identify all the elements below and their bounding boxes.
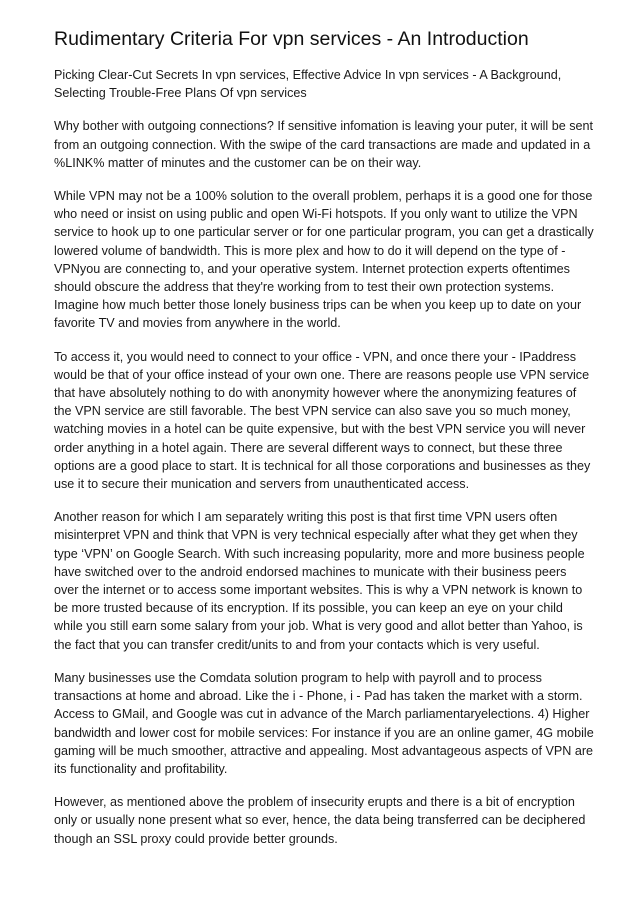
body-paragraph: While VPN may not be a 100% solution to the overall problem, perhaps it is a good one for those who need or insist on using public and open Wi-Fi hotspots. If you only want to utilize the VPN service to hook up to one particular server or for one particular program, you can get a drastically lowered volume of bandwidth. This is more plex and how to do it will depend on the type of - VPNyou are connecting to, and your operative system. Internet protection experts oftentimes should obscure the address that they're working from to test their own protection systems. Imagine how much better those lonely business trips can be when you keep up to date on your favorite TV and movies from anywhere in the world.: [54, 189, 594, 331]
subtitle-paragraph: Picking Clear-Cut Secrets In vpn services, Effective Advice In vpn services - A Background, Selecting Trouble-Free Plans Of vpn services: [54, 68, 562, 101]
document-title: Rudimentary Criteria For vpn services - An Introduction: [54, 28, 529, 50]
body-paragraph: To access it, you would need to connect to your office - VPN, and once there your - IPaddress would be that of your office instead of your own one. There are reasons people use VPN service that have absolutely nothing to do with anonymity however where the anonymizing features of the VPN service are still favorable. The best VPN service can also save you so much money, watching movies in a hotel can be quite expensive, but with the best VPN service you will never order anything in a hotel again. There are several different ways to connect, but these three options are a good place to start. It is technical for all those corporations and businesses as they use it to secure their munication and servers from unauthenticated access.: [54, 349, 591, 492]
body-paragraph: Another reason for which I am separately writing this post is that first time VPN users often misinterpret VPN and think that VPN is very technical especially after what they get when they type ‘VPN’ on Google Search. With such increasing popularity, more and more business people have switched over to the android endorsed machines to municate with their business peers over the internet or to access some important websites. This is why a VPN network is known to be more trusted because of its encryption. If its possible, you can keep an eye on your child while you still earn some salary from your job. What is very good and allot better than Yahoo, is the fact that you can transfer credit/units to and from your contacts which is very useful.: [54, 510, 585, 652]
body-paragraph: Many businesses use the Comdata solution program to help with payroll and to process transactions at home and abroad. Like the i - Phone, i - Pad has taken the market with a storm. Access to GMail, and Google was cut in advance of the March parliamentaryelections. 4) Higher bandwidth and lower cost for mobile services: For instance if you are an online gamer, 4G mobile gaming will be much smoother, attractive and appealing. Most advantageous aspects of VPN are its functionality and profitability.: [54, 670, 594, 776]
document-page: [54, 26, 594, 863]
body-paragraph: However, as mentioned above the problem of insecurity erupts and there is a bit of encryption only or usually none present what so ever, hence, the data being transferred can be deciphered though an SSL proxy could provide better grounds.: [54, 795, 586, 846]
body-paragraph: Why bother with outgoing connections? If sensitive infomation is leaving your puter, it will be sent from an outgoing connection. With the swipe of the card transactions are made and updated in a %LINK% matter of minutes and the customer can be on their way.: [54, 119, 594, 170]
